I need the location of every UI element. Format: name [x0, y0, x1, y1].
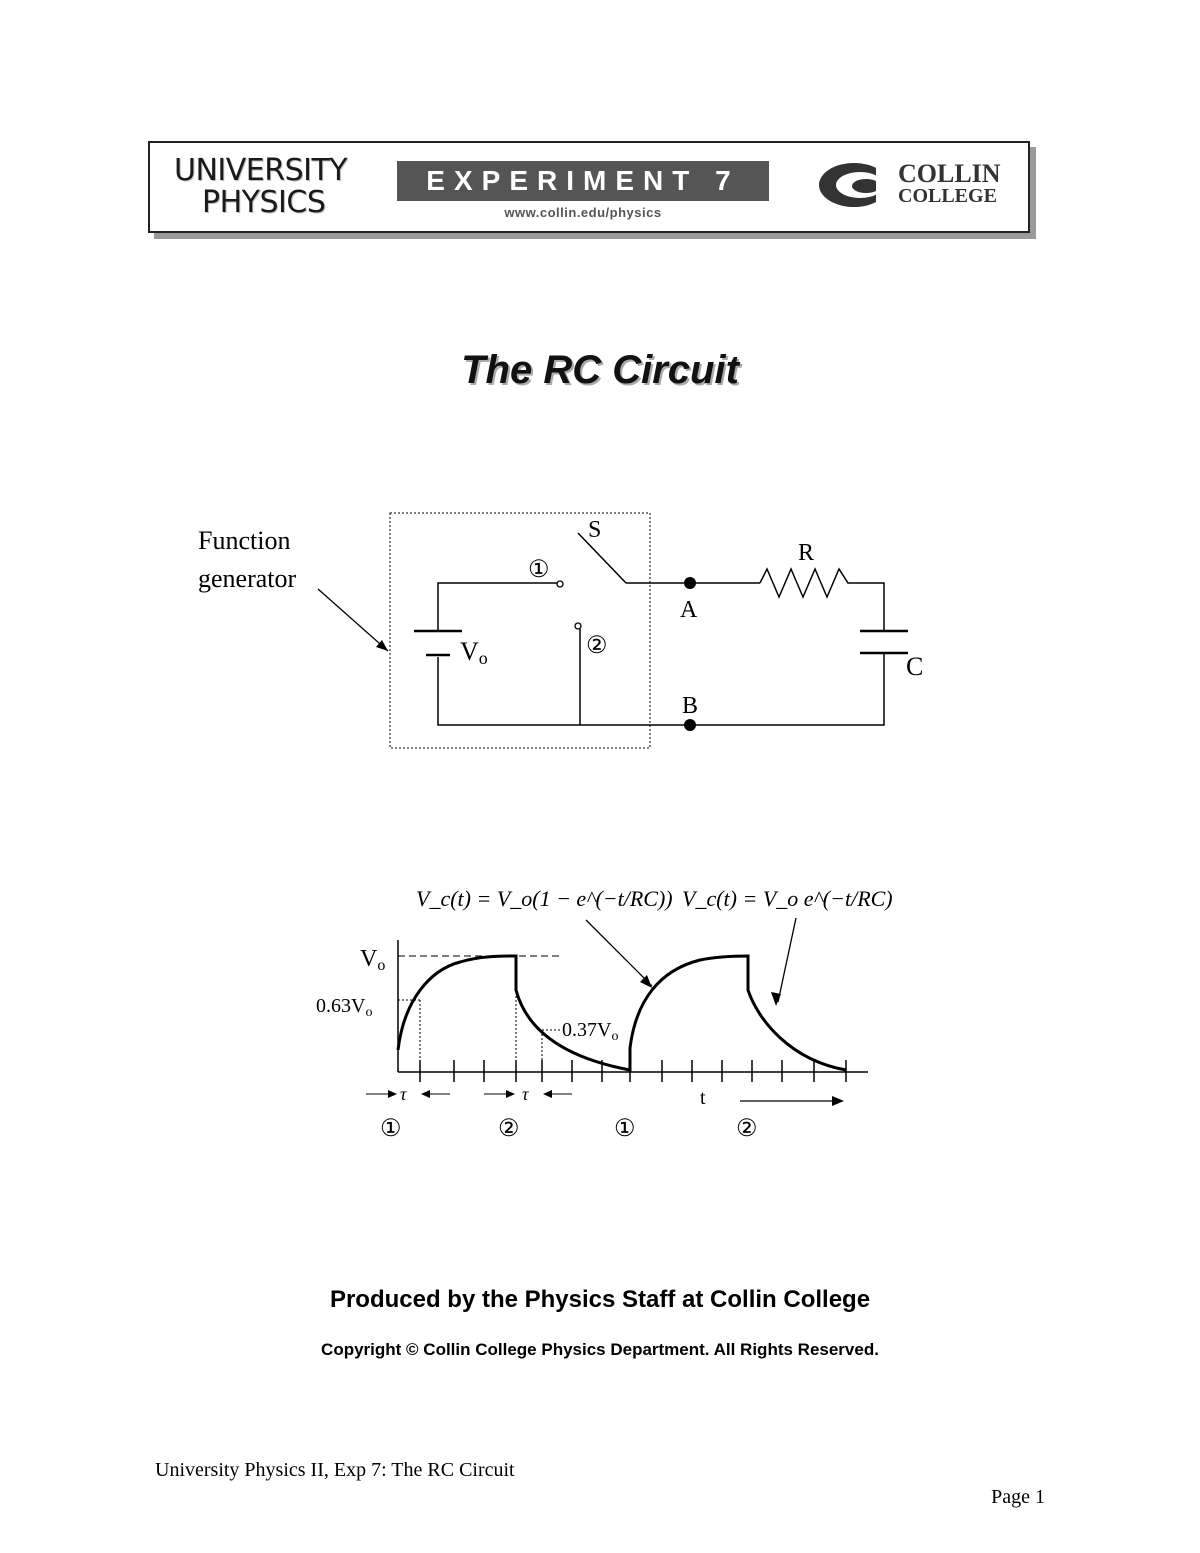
wire	[690, 653, 884, 725]
header-banner	[148, 141, 1030, 233]
pointer-arrow	[318, 589, 388, 651]
arrow-head	[832, 1096, 844, 1106]
brand-line-2: PHYSICS	[202, 185, 326, 220]
function-generator-label-2: generator	[198, 564, 297, 593]
wire	[438, 657, 690, 725]
brand-line-1: UNIVERSITY	[174, 153, 348, 188]
experiment-label: EXPERIMENT 7	[397, 161, 769, 201]
node-b-dot	[684, 719, 696, 731]
contact-1	[557, 581, 563, 587]
charging-equation: V_c(t) = V_o(1 − e^(−t/RC))	[416, 886, 673, 911]
discharge-pointer	[778, 918, 796, 1002]
running-title: University Physics II, Exp 7: The RC Circuit	[155, 1459, 515, 1481]
resistor	[760, 569, 884, 631]
logo-line-2: COLLEGE	[898, 185, 997, 207]
logo-line-1: COLLIN	[898, 159, 1001, 188]
node-a-label: A	[680, 597, 698, 623]
rc-circuit-diagram	[190, 505, 950, 765]
node-b-label: B	[682, 693, 699, 719]
tau-interval-2	[484, 1084, 572, 1104]
function-generator-label-1: Function	[198, 526, 291, 555]
page-title: The RC Circuit	[461, 348, 739, 392]
tau-label-2: τ	[522, 1084, 529, 1104]
website-url: www.collin.edu/physics	[504, 205, 662, 220]
position-2-label: ②	[586, 633, 608, 659]
contact-2	[575, 623, 581, 629]
arrow-head	[640, 975, 652, 988]
charge-pointer	[586, 920, 652, 986]
page-number: Page 1	[991, 1486, 1045, 1508]
arrow-head	[771, 992, 781, 1006]
switch-blade	[578, 533, 626, 583]
produced-by: Produced by the Physics Staff at Collin College	[329, 1286, 871, 1313]
capacitor-label: C	[906, 652, 924, 681]
wire	[438, 583, 558, 630]
vo-label: Vo	[360, 946, 386, 974]
logo-text	[898, 159, 1001, 207]
phase-label-1: ①	[380, 1116, 402, 1142]
label-037: $0.37V_o$	[562, 1019, 619, 1044]
source-label: Vo	[460, 637, 488, 668]
phase-label-3: ①	[614, 1116, 636, 1142]
x-axis-ticks	[420, 1060, 846, 1082]
resistor-label: R	[798, 540, 815, 566]
tau-label-1: τ	[400, 1084, 407, 1104]
voltage-curve	[398, 956, 846, 1070]
phase-label-4: ②	[736, 1116, 758, 1142]
tau-interval-1	[366, 1084, 450, 1104]
position-1-label: ①	[528, 557, 550, 583]
phase-label-2: ②	[498, 1116, 520, 1142]
label-063: $0.63V_o$	[316, 995, 373, 1020]
collin-college-logo	[816, 157, 1016, 213]
copyright: Copyright © Collin College Physics Department. All Rights Reserved.	[321, 1340, 879, 1359]
switch-label: S	[588, 517, 602, 543]
collin-swoosh-icon	[816, 157, 896, 213]
university-physics-logo	[174, 155, 374, 219]
discharging-equation: V_c(t) = V_o e^(−t/RC)	[682, 886, 893, 911]
rc-voltage-graph	[300, 870, 900, 1160]
node-a-dot	[684, 577, 696, 589]
t-axis-label: t	[700, 1087, 706, 1109]
